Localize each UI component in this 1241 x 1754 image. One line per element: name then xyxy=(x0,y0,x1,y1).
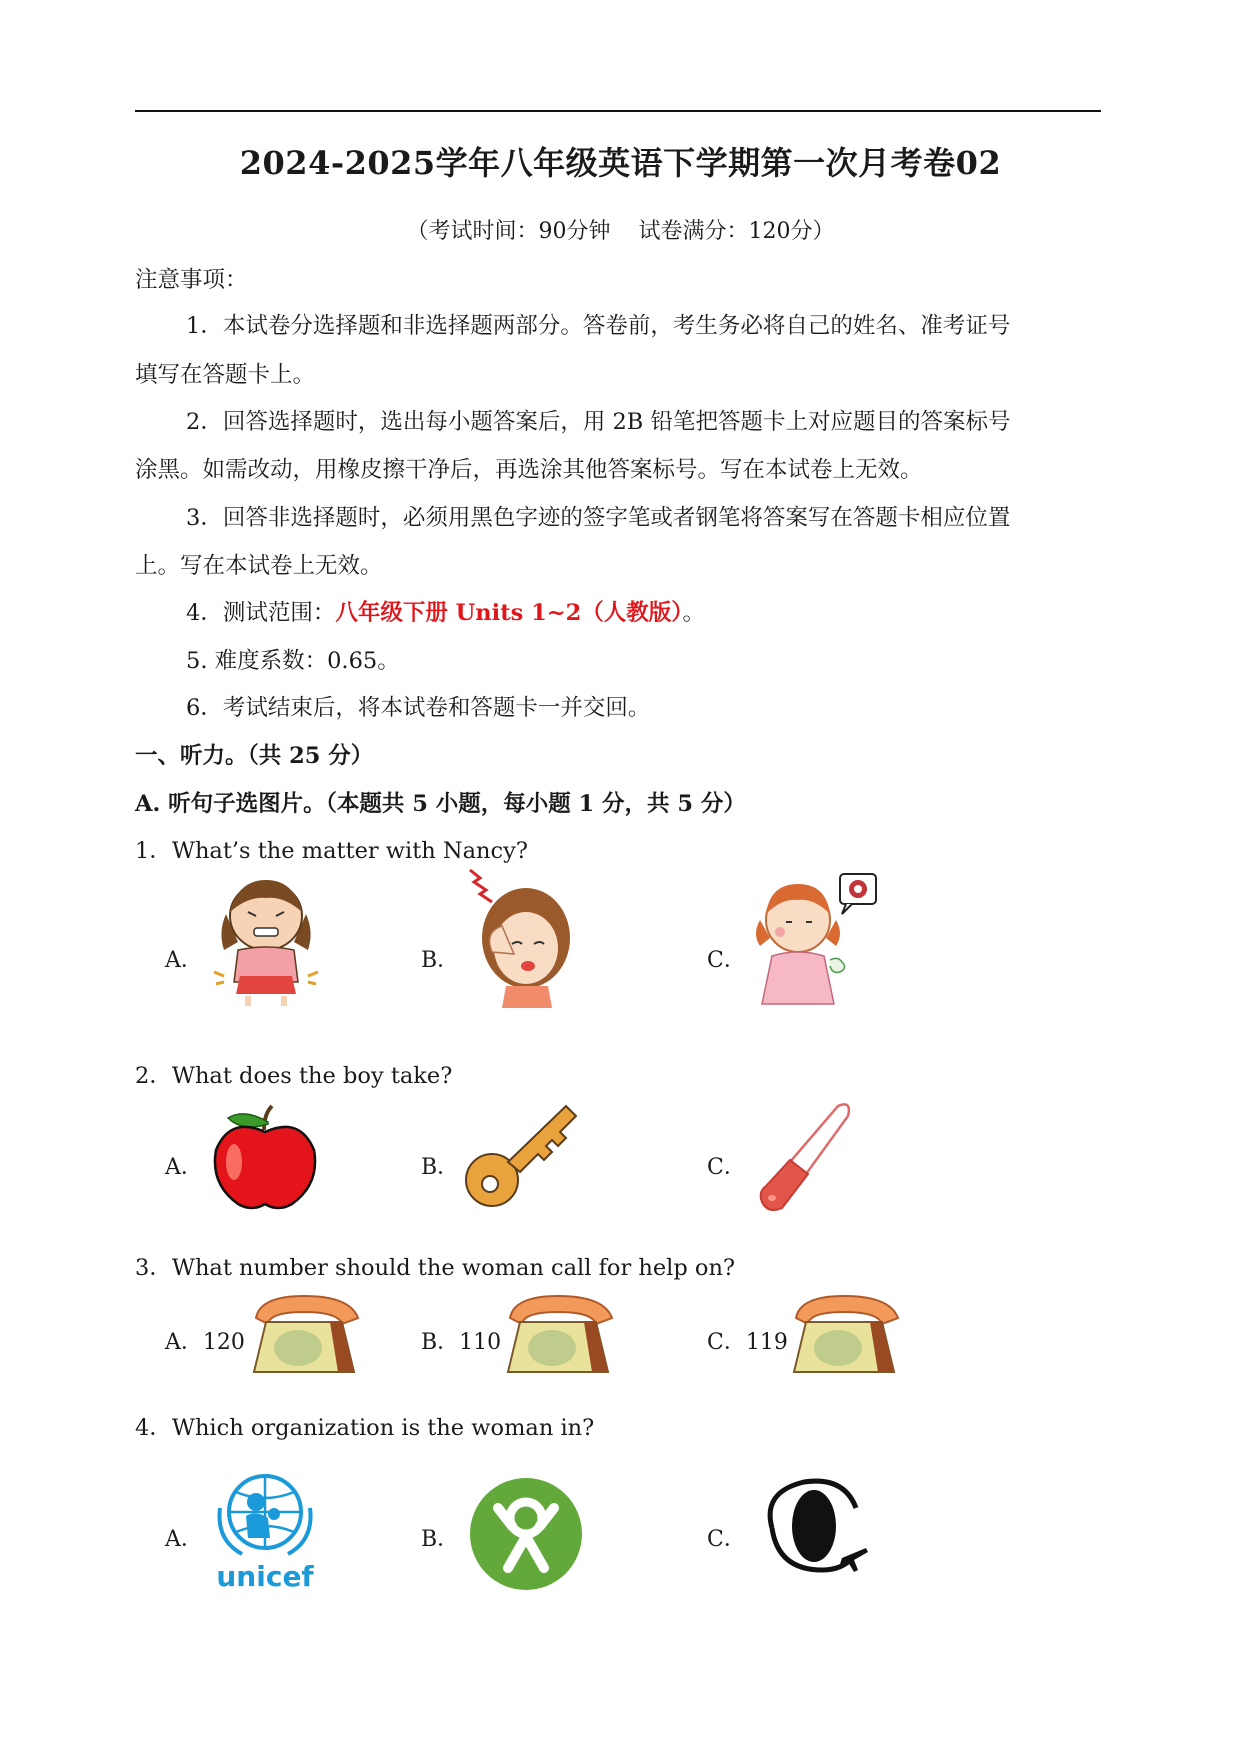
question-4-stem: 4．Which organization is the woman in? xyxy=(135,1415,595,1441)
top-rule xyxy=(135,110,1101,112)
q1-option-b-label: B． xyxy=(421,948,460,973)
q4-option-a-label: A． xyxy=(165,1527,203,1552)
svg-text:unicef: unicef xyxy=(216,1560,314,1592)
exam-subtitle xyxy=(0,214,1241,245)
notice-item-2: 2．回答选择题时，选出每小题答案后，用 2B 铅笔把答题卡上对应题目的答案标号 xyxy=(186,409,1011,435)
notice-heading: 注意事项： xyxy=(135,267,248,293)
section-heading-listening: 一、听力。（共 25 分） xyxy=(135,743,374,769)
question-2-stem: 2．What does the boy take? xyxy=(135,1063,453,1089)
q3-option-a-label: A．120 xyxy=(165,1330,245,1355)
score-note: 试卷满分：120分） xyxy=(638,219,835,244)
notice-item-1-cont: 填写在答题卡上。 xyxy=(135,362,316,388)
knife-icon xyxy=(748,1098,858,1214)
notice-item-3: 3．回答非选择题时，必须用黑色字迹的签字笔或者钢笔将答案写在答题卡相应位置 xyxy=(186,505,1011,531)
telephone-icon xyxy=(786,1290,904,1380)
telephone-icon xyxy=(246,1290,364,1380)
q2-option-c-label: C． xyxy=(707,1155,746,1180)
notice-item-4 xyxy=(186,595,705,627)
q3-option-c-label: C．119 xyxy=(707,1330,788,1355)
q1-option-c-label: C． xyxy=(707,948,746,973)
telephone-icon xyxy=(500,1290,618,1380)
headache-girl-icon xyxy=(462,862,578,1008)
q4-option-c-label: C． xyxy=(707,1527,746,1552)
notice-item-4-suffix: 。 xyxy=(682,600,706,626)
notice-item-4-prefix: 4．测试范围： xyxy=(186,600,336,626)
oxfam-logo xyxy=(470,1478,582,1590)
question-1-stem: 1．What’s the matter with Nancy? xyxy=(135,838,528,864)
q2-option-b-label: B． xyxy=(421,1155,460,1180)
stomachache-girl-icon xyxy=(208,872,324,1008)
apple-icon xyxy=(210,1100,320,1212)
q1-option-a-label: A． xyxy=(165,948,203,973)
question-3-stem: 3．What number should the woman call for help on? xyxy=(135,1255,736,1281)
notice-item-6: 6．考试结束后，将本试卷和答题卡一并交回。 xyxy=(186,695,651,721)
eye-plane-logo xyxy=(752,1474,872,1584)
unicef-logo xyxy=(212,1468,318,1592)
test-scope-highlight: 八年级下册 Units 1~2（人教版） xyxy=(335,600,683,626)
notice-item-5: 5. 难度系数：0.65。 xyxy=(186,648,400,674)
notice-item-1: 1．本试卷分选择题和非选择题两部分。答卷前，考生务必将自己的姓名、准考证号 xyxy=(186,313,1011,339)
coughing-girl-icon xyxy=(750,868,880,1008)
notice-item-3-cont: 上。写在本试卷上无效。 xyxy=(135,553,383,579)
time-note: （考试时间：90分钟 xyxy=(406,219,611,244)
part-a-heading: A. 听句子选图片。（本题共 5 小题，每小题 1 分，共 5 分） xyxy=(135,791,746,817)
q3-option-b-label: B．110 xyxy=(421,1330,502,1355)
key-icon xyxy=(462,1100,582,1212)
q4-option-b-label: B． xyxy=(421,1527,460,1552)
exam-title: 2024-2025学年八年级英语下学期第一次月考卷02 xyxy=(239,144,1002,182)
q2-option-a-label: A． xyxy=(165,1155,203,1180)
notice-item-2-cont: 涂黑。如需改动，用橡皮擦干净后，再选涂其他答案标号。写在本试卷上无效。 xyxy=(135,457,923,483)
